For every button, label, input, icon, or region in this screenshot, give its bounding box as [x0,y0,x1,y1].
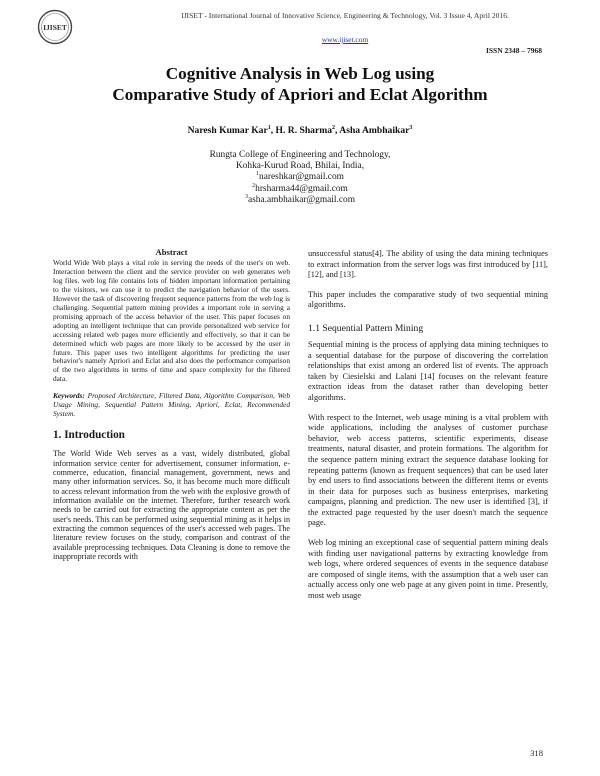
author-2-sup: 2 [332,124,336,131]
author-list: Naresh Kumar Kar$^1$, H. R. Sharma$^2$, Asha Ambhaikar$^3$ [187,124,413,136]
affiliation-line-2: Kohka-Kurud Road, Bhilai, India, [235,161,365,172]
email-1[interactable]: nareshkar@gmail.com [259,172,344,183]
email-1-sup: 1 [256,171,260,178]
right-paragraph-5: Web log mining an exceptional case of sequential pattern mining deals with finding user navigational patterns by extracting knowledge from web logs, where ordered sequences of events in the sequence database are composed of single items, with the assumption that a web user can actually access only one web page at any given point in time. Presently, most web usage [308,538,548,601]
subsection-heading: 1.1 Sequential Pattern Mining [308,322,424,334]
email-2[interactable]: hrsharma44@gmail.com [255,183,348,194]
journal-url-link[interactable]: www.ijiset.com [321,35,369,44]
author-3: Asha Ambhaikar [339,125,410,136]
keywords-label: Keywords: [53,391,85,401]
abstract-heading: Abstract [155,247,188,257]
email-3[interactable]: asha.ambhaikar@gmail.com [247,194,356,205]
author-1: Naresh Kumar Kar [187,125,268,136]
journal-citation: IJISET - International Journal of Innovative Science, Engineering & Technology, Vol. 3 Issue 4, April 2016. [181,11,509,20]
abstract-text: World Wide Web plays a vital role in serving the needs of the user's on web. Interaction between the client and the service provider on web generates web log files. web log file contains lots of hidden important information pertaining to the visitors, we can use it to predict the navigation behavior of the users. However the task of discovering frequent sequence patterns from the web log is challenging. Sequential pattern mining provides a important role in serving a promising approach of the access behavior of the user. This paper focuses on adopting an intelligent technique that can provide personalized web service for accessing related web pages more efficiently and effectively, so that it can be determined which web pages are more likely to be accessed by the user in future. This paper uses two intelligent algorithms for predicting the user behavior's namely Apriori and Eclat and also does the performance comparison of the two algorithms in terms of time and space complexity for the filtered data. [53,258,290,384]
introduction-text: The World Wide Web serves as a vast, widely distributed, global information service center for advertisement, consumer information, e-commerce, education, financial management, government, news and many other information services. So, it has become much more difficult to access relevant information from the web with the explosive growth of information available on the internet. Therefore, further research work needs to be carried out for extracting the appropriate content as per the user's needs. This can be performed using sequential mining as it helps in extracting the common sequences of the user's accessed web pages. The literature review focuses on the study, comparison and contrast of the available preprocessing techniques. Data Cleaning is done to remove the inappropriate records with [53,449,290,561]
paper-title [40,63,560,105]
right-paragraph-3: Sequential mining is the process of applying data mining techniques to a sequential database for the purpose of discovering the correlation relationships that exist among an ordered list of events. The approach taken by Ciesielski and Lalani [14] focuses on the relevant feature extraction ideas from the dataset rather than developing better algorithms. [308,339,548,402]
title-line-1: Cognitive Analysis in Web Log using [165,64,435,83]
author-3-sup: 3 [409,124,413,131]
right-paragraph-2: This paper includes the comparative study of two sequential mining algorithms. [308,289,548,310]
affiliation-line-1: Rungta College of Engineering and Technology, [209,150,391,160]
issn-label: ISSN 2348 – 7968 [485,46,542,55]
right-column [308,249,548,602]
email-2-sup: 2 [252,182,256,189]
email-3-line [40,195,560,206]
logo-text: IJISET [43,23,67,32]
author-2: H. R. Sharma [275,125,333,136]
journal-logo [37,8,73,46]
title-line-2: Comparative Study of Apriori and Eclat Algorithm [112,85,488,104]
keywords-paragraph [53,392,290,419]
email-3-sup: 3 [244,193,248,200]
keywords-list: Proposed Architecture, Filtered Data, Algorithm Comparison, Web Usage Mining, Sequential Pattern Mining, Apriori, Eclat, Recommended System. [53,391,290,419]
author-1-sup: 1 [267,124,271,131]
right-paragraph-4: With respect to the Internet, web usage mining is a vital problem with wide applications, including the analyses of customer purchase behavior, web access patterns, scientific experiments, disease treatments, natural disaster, and protein formations. The algorithm for the sequence pattern mining extract the sequence database looking for repeating patterns (known as frequent sequences) that can be used later by end users to find associations between the different items or events in their data for purposes such as business enterprises, marketing campaigns, planning and prediction. The new user is identified [3], if the extracted page requested by the user doesn't match the sequence page. [308,412,548,528]
email-1-line [40,172,560,183]
email-2-line [40,184,560,195]
introduction-heading: 1. Introduction [53,429,125,442]
right-paragraph-1: unsuccessful status[4]. The ability of using the data mining techniques to extract information from the server logs was first introduced by [11], [12], and [13]. [308,249,548,280]
page-number: 318 [530,748,543,758]
affiliation-block [40,150,560,206]
left-column [53,247,290,561]
journal-logo-icon [37,8,73,46]
